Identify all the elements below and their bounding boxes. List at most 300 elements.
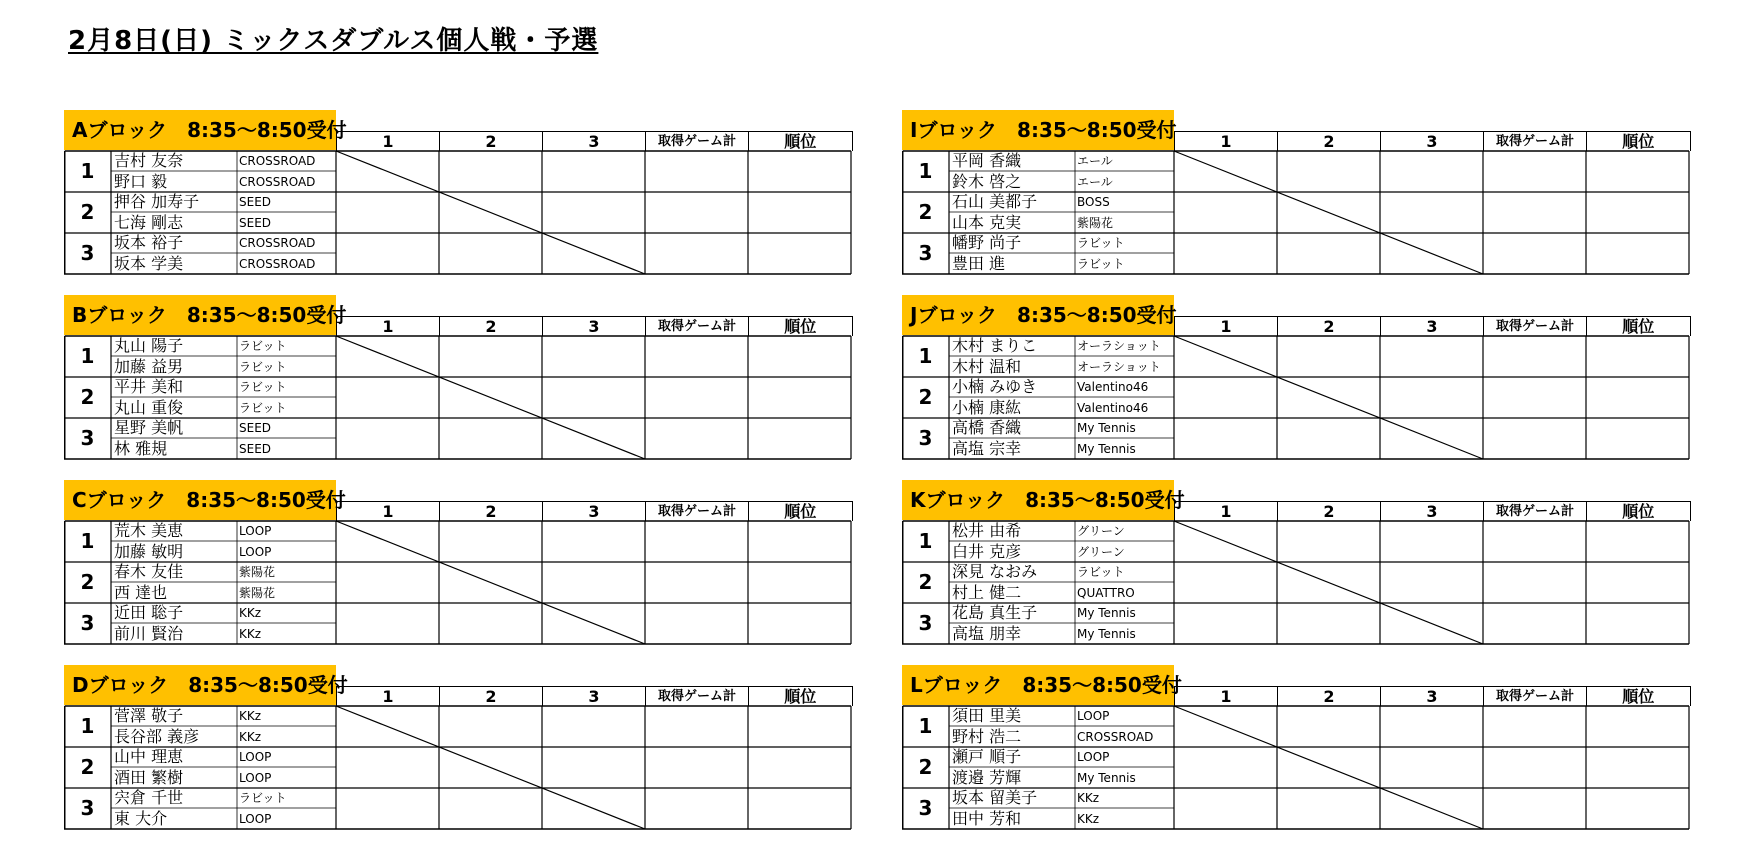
match-score-cell[interactable] [439,747,542,788]
team-number: 3 [918,426,933,450]
match-score-cell[interactable] [1380,747,1483,788]
column-header-3: 3 [1380,686,1483,706]
player-club: LOOP [239,812,272,826]
rank-cell[interactable] [1586,336,1689,377]
match-score-cell[interactable] [336,336,439,377]
games-total-cell[interactable] [1483,377,1586,418]
match-score-cell[interactable] [439,706,542,747]
player-club: CROSSROAD [1077,730,1154,744]
rank-cell[interactable] [1586,562,1689,603]
match-score-cell[interactable] [1277,562,1380,603]
team-number: 1 [80,714,95,738]
match-score-cell[interactable] [1174,151,1277,192]
column-header-4: 取得ゲーム計 [645,501,748,521]
games-total-cell[interactable] [1483,233,1586,274]
block-7 [902,665,1694,840]
page-title: 2月8日(日) ミックスダブルス個人戦・予選 [68,26,599,56]
team-row [902,706,1694,747]
team-row [902,603,1694,644]
block-header: Kブロック 8:35～8:50受付 [902,480,1174,520]
player-name: 田中 芳和 [952,809,1022,828]
player-club: CROSSROAD [239,257,316,271]
match-score-cell[interactable] [439,233,542,274]
player-club: LOOP [1077,750,1110,764]
team-number: 2 [918,200,933,224]
team-number: 1 [80,344,95,368]
team-number: 3 [918,241,933,265]
player-name: 坂本 留美子 [952,788,1038,807]
team-row [64,747,856,788]
player-name: 丸山 陽子 [114,336,184,355]
games-total-cell[interactable] [1483,603,1586,644]
match-score-cell[interactable] [336,233,439,274]
match-score-cell[interactable] [336,788,439,829]
block-header: Dブロック 8:35～8:50受付 [64,665,336,705]
rank-cell[interactable] [1586,788,1689,829]
team-row [64,151,856,192]
match-score-cell[interactable] [439,418,542,459]
player-club: ラビット [239,791,287,805]
team-number: 1 [918,159,933,183]
column-header-3: 3 [542,316,645,336]
player-club: LOOP [1077,709,1110,723]
player-club: Valentino46 [1077,401,1149,415]
player-name: 深見 なおみ [952,562,1038,581]
column-header-4: 取得ゲーム計 [1483,316,1586,336]
team-number: 3 [918,796,933,820]
match-score-cell[interactable] [439,377,542,418]
player-name: 春木 友佳 [114,562,184,581]
match-score-cell[interactable] [439,336,542,377]
rank-cell[interactable] [1586,151,1689,192]
rank-cell[interactable] [748,562,851,603]
column-header-3: 3 [542,501,645,521]
team-number: 3 [80,611,95,635]
block-header: Bブロック 8:35～8:50受付 [64,295,336,335]
player-name: 野口 毅 [114,172,168,191]
block-header: Aブロック 8:35～8:50受付 [64,110,336,150]
player-name: 宍倉 千世 [114,788,184,807]
player-name: 花島 真生子 [952,603,1038,622]
column-header-4: 取得ゲーム計 [1483,686,1586,706]
column-header-4: 取得ゲーム計 [645,131,748,151]
player-club: ラビット [1077,565,1125,579]
player-club: ラビット [1077,257,1125,271]
rank-cell[interactable] [748,521,851,562]
column-header-2: 2 [439,686,542,706]
rank-cell[interactable] [748,192,851,233]
match-score-cell[interactable] [542,192,645,233]
player-name: 押谷 加寿子 [114,192,200,211]
team-number: 2 [80,570,95,594]
player-name: 高塩 宗幸 [952,439,1022,458]
team-row [64,377,856,418]
match-score-cell[interactable] [1174,788,1277,829]
games-total-cell[interactable] [645,192,748,233]
team-number: 3 [80,426,95,450]
match-score-cell[interactable] [1277,603,1380,644]
match-score-cell[interactable] [1174,562,1277,603]
match-score-cell[interactable] [336,706,439,747]
team-number: 2 [918,570,933,594]
column-header-2: 2 [1277,686,1380,706]
player-club: QUATTRO [1077,586,1135,600]
rank-cell[interactable] [1586,603,1689,644]
match-score-cell[interactable] [336,418,439,459]
player-club: ラビット [239,401,287,415]
player-name: 平井 美和 [114,377,184,396]
team-row [902,418,1694,459]
player-name: 加藤 益男 [114,357,184,376]
rank-cell[interactable] [748,418,851,459]
team-number: 2 [80,200,95,224]
column-header-2: 2 [1277,501,1380,521]
column-header-3: 3 [1380,131,1483,151]
team-number: 1 [80,159,95,183]
column-header-4: 取得ゲーム計 [1483,501,1586,521]
match-score-cell[interactable] [1380,192,1483,233]
player-name: 幡野 尚子 [952,233,1022,252]
player-club: LOOP [239,524,272,538]
team-number: 3 [918,611,933,635]
column-header-5: 順位 [748,316,853,336]
games-total-cell[interactable] [645,562,748,603]
match-score-cell[interactable] [1277,747,1380,788]
player-name: 荒木 美恵 [114,521,184,540]
player-club: My Tennis [1077,421,1136,435]
column-header-3: 3 [542,686,645,706]
match-score-cell[interactable] [1380,521,1483,562]
team-number: 2 [918,755,933,779]
match-score-cell[interactable] [336,562,439,603]
rank-cell[interactable] [748,603,851,644]
player-name: 渡邉 芳輝 [952,768,1022,787]
games-total-cell[interactable] [1483,562,1586,603]
match-score-cell[interactable] [542,603,645,644]
match-score-cell[interactable] [439,151,542,192]
player-name: 小楠 みゆき [952,377,1038,396]
games-total-cell[interactable] [1483,706,1586,747]
column-header-1: 1 [1174,686,1277,706]
player-name: 村上 健二 [952,583,1022,602]
player-club: エール [1077,175,1113,189]
match-score-cell[interactable] [439,603,542,644]
column-header-4: 取得ゲーム計 [645,316,748,336]
player-name: 木村 まりこ [952,336,1038,355]
player-club: KKz [239,730,262,744]
player-name: 菅澤 敬子 [114,706,184,725]
games-total-cell[interactable] [1483,151,1586,192]
player-name: 須田 里美 [952,706,1022,725]
team-row [64,706,856,747]
player-name: 松井 由希 [952,521,1022,540]
player-club: KKz [239,606,262,620]
team-row [64,233,856,274]
player-club: グリーン [1077,524,1125,538]
match-score-cell[interactable] [1277,377,1380,418]
column-header-2: 2 [1277,316,1380,336]
player-club: LOOP [239,771,272,785]
column-header-1: 1 [1174,501,1277,521]
match-score-cell[interactable] [439,192,542,233]
match-score-cell[interactable] [1277,151,1380,192]
match-score-cell[interactable] [1174,377,1277,418]
match-score-cell[interactable] [1380,706,1483,747]
team-number: 3 [80,241,95,265]
player-name: 山中 理恵 [114,747,184,766]
match-score-cell[interactable] [1277,233,1380,274]
match-score-cell[interactable] [439,788,542,829]
match-score-cell[interactable] [1174,747,1277,788]
team-row [64,418,856,459]
player-name: 高塩 朋幸 [952,624,1022,643]
column-header-5: 順位 [748,686,853,706]
block-header: Jブロック 8:35～8:50受付 [902,295,1174,335]
rank-cell[interactable] [1586,706,1689,747]
team-row [902,747,1694,788]
player-club: LOOP [239,750,272,764]
match-score-cell[interactable] [336,521,439,562]
player-name: 星野 美帆 [114,418,184,437]
column-header-3: 3 [542,131,645,151]
player-club: My Tennis [1077,627,1136,641]
player-name: 酒田 繁樹 [114,768,184,787]
player-name: 林 雅規 [114,439,168,458]
block-header: Iブロック 8:35～8:50受付 [902,110,1174,150]
team-row [64,521,856,562]
rank-cell[interactable] [748,151,851,192]
match-score-cell[interactable] [336,377,439,418]
column-header-5: 順位 [748,131,853,151]
rank-cell[interactable] [1586,747,1689,788]
column-header-5: 順位 [1586,316,1691,336]
match-score-cell[interactable] [336,151,439,192]
player-name: 鈴木 啓之 [952,172,1022,191]
player-club: ラビット [239,360,287,374]
player-name: 山本 克実 [952,213,1022,232]
rank-cell[interactable] [748,233,851,274]
block-header: Cブロック 8:35～8:50受付 [64,480,336,520]
column-header-2: 2 [439,316,542,336]
team-row [902,336,1694,377]
team-row [902,788,1694,829]
games-total-cell[interactable] [1483,521,1586,562]
player-name: 東 大介 [114,809,168,828]
block-6 [902,480,1694,655]
match-score-cell[interactable] [1174,192,1277,233]
match-score-cell[interactable] [1277,192,1380,233]
match-score-cell[interactable] [439,521,542,562]
team-number: 1 [918,344,933,368]
games-total-cell[interactable] [645,233,748,274]
match-score-cell[interactable] [336,192,439,233]
match-score-cell[interactable] [542,418,645,459]
games-total-cell[interactable] [1483,336,1586,377]
player-name: 野村 浩二 [952,727,1022,746]
player-club: 紫陽花 [239,586,276,600]
column-header-3: 3 [1380,316,1483,336]
match-score-cell[interactable] [1277,706,1380,747]
block-1 [64,295,856,470]
games-total-cell[interactable] [645,418,748,459]
player-club: ラビット [239,339,287,353]
match-score-cell[interactable] [1380,562,1483,603]
column-header-1: 1 [336,131,439,151]
games-total-cell[interactable] [645,336,748,377]
team-row [902,151,1694,192]
games-total-cell[interactable] [645,151,748,192]
match-score-cell[interactable] [542,336,645,377]
player-club: 紫陽花 [239,565,276,579]
rank-cell[interactable] [748,336,851,377]
team-number: 1 [918,714,933,738]
match-score-cell[interactable] [542,747,645,788]
team-number: 2 [918,385,933,409]
team-number: 3 [80,796,95,820]
player-name: 高橋 香織 [952,418,1022,437]
match-score-cell[interactable] [542,233,645,274]
player-club: CROSSROAD [239,236,316,250]
games-total-cell[interactable] [645,377,748,418]
team-number: 2 [80,755,95,779]
player-club: 紫陽花 [1077,216,1114,230]
match-score-cell[interactable] [1380,151,1483,192]
games-total-cell[interactable] [1483,192,1586,233]
player-club: ラビット [1077,236,1125,250]
rank-cell[interactable] [748,788,851,829]
player-club: CROSSROAD [239,154,316,168]
match-score-cell[interactable] [1277,418,1380,459]
match-score-cell[interactable] [542,562,645,603]
player-name: 瀬戸 順子 [952,747,1022,766]
match-score-cell[interactable] [1277,788,1380,829]
player-club: My Tennis [1077,771,1136,785]
match-score-cell[interactable] [1380,377,1483,418]
column-header-1: 1 [1174,131,1277,151]
player-name: 坂本 学美 [114,254,184,273]
player-club: LOOP [239,545,272,559]
team-row [64,562,856,603]
rank-cell[interactable] [1586,521,1689,562]
column-header-5: 順位 [748,501,853,521]
player-club: KKz [1077,812,1100,826]
games-total-cell[interactable] [645,788,748,829]
player-name: 豊田 進 [952,254,1006,273]
column-header-5: 順位 [1586,501,1691,521]
team-number: 2 [80,385,95,409]
games-total-cell[interactable] [645,747,748,788]
block-header: Lブロック 8:35～8:50受付 [902,665,1174,705]
player-name: 坂本 裕子 [114,233,184,252]
block-5 [902,295,1694,470]
team-number: 1 [80,529,95,553]
team-row [902,192,1694,233]
player-name: 白井 克彦 [952,542,1022,561]
player-name: 長谷部 義彦 [114,727,200,746]
match-score-cell[interactable] [1174,521,1277,562]
games-total-cell[interactable] [645,706,748,747]
team-row [64,603,856,644]
games-total-cell[interactable] [1483,747,1586,788]
player-name: 平岡 香織 [952,151,1022,170]
match-score-cell[interactable] [542,151,645,192]
match-score-cell[interactable] [336,603,439,644]
block-0 [64,110,856,285]
rank-cell[interactable] [1586,418,1689,459]
column-header-1: 1 [336,686,439,706]
team-row [64,192,856,233]
player-name: 近田 聡子 [114,603,184,622]
team-number: 1 [918,529,933,553]
column-header-4: 取得ゲーム計 [645,686,748,706]
team-row [902,233,1694,274]
player-club: Valentino46 [1077,380,1149,394]
match-score-cell[interactable] [542,521,645,562]
match-score-cell[interactable] [1174,418,1277,459]
player-name: 七海 剛志 [114,213,184,232]
match-score-cell[interactable] [542,377,645,418]
player-club: エール [1077,154,1113,168]
games-total-cell[interactable] [645,521,748,562]
match-score-cell[interactable] [1174,336,1277,377]
rank-cell[interactable] [748,747,851,788]
match-score-cell[interactable] [1380,418,1483,459]
match-score-cell[interactable] [1174,706,1277,747]
rank-cell[interactable] [1586,233,1689,274]
match-score-cell[interactable] [1380,603,1483,644]
games-total-cell[interactable] [1483,788,1586,829]
player-club: ラビット [239,380,287,394]
match-score-cell[interactable] [336,747,439,788]
rank-cell[interactable] [748,377,851,418]
match-score-cell[interactable] [1380,788,1483,829]
match-score-cell[interactable] [439,562,542,603]
player-name: 木村 温和 [952,357,1022,376]
player-club: KKz [239,709,262,723]
match-score-cell[interactable] [1174,603,1277,644]
rank-cell[interactable] [1586,192,1689,233]
column-header-1: 1 [336,316,439,336]
match-score-cell[interactable] [542,706,645,747]
match-score-cell[interactable] [1380,336,1483,377]
player-name: 石山 美都子 [952,192,1038,211]
player-club: BOSS [1077,195,1110,209]
player-club: CROSSROAD [239,175,316,189]
player-club: オーラショット [1077,339,1161,353]
player-club: SEED [239,421,272,435]
player-club: グリーン [1077,545,1125,559]
team-row [902,377,1694,418]
column-header-2: 2 [439,131,542,151]
match-score-cell[interactable] [1380,233,1483,274]
match-score-cell[interactable] [1277,336,1380,377]
column-header-3: 3 [1380,501,1483,521]
player-name: 加藤 敏明 [114,542,184,561]
match-score-cell[interactable] [542,788,645,829]
player-club: オーラショット [1077,360,1161,374]
rank-cell[interactable] [1586,377,1689,418]
rank-cell[interactable] [748,706,851,747]
match-score-cell[interactable] [1174,233,1277,274]
games-total-cell[interactable] [1483,418,1586,459]
match-score-cell[interactable] [1277,521,1380,562]
player-name: 丸山 重俊 [114,398,184,417]
player-name: 小楠 康紘 [952,398,1022,417]
player-name: 西 達也 [114,583,168,602]
block-2 [64,480,856,655]
team-row [902,562,1694,603]
games-total-cell[interactable] [645,603,748,644]
